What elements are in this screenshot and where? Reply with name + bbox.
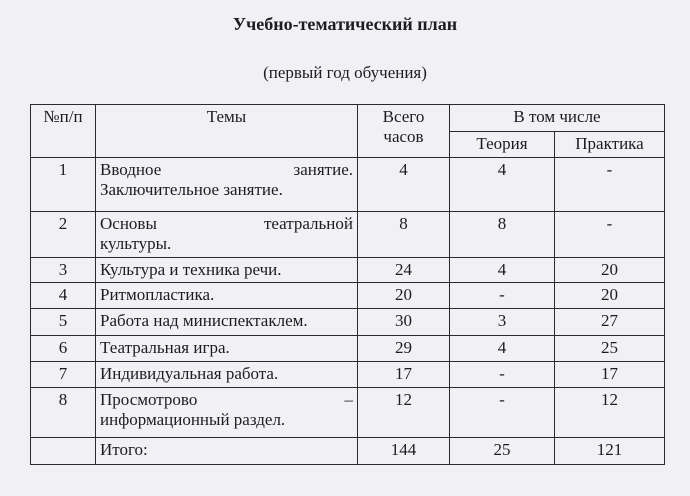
- header-practice: Практика: [555, 132, 665, 158]
- total-hours: 144: [358, 438, 450, 465]
- row-num: 3: [31, 258, 96, 283]
- row-topic-part: Вводное: [100, 160, 162, 179]
- table-total-row: [31, 438, 665, 465]
- row-theory: -: [450, 362, 555, 388]
- header-total-line1: Всего: [382, 107, 425, 126]
- row-practice: -: [555, 212, 665, 258]
- header-num: №п/п: [31, 105, 96, 158]
- row-theory: 8: [450, 212, 555, 258]
- row-topic-part: занятие.: [293, 160, 353, 179]
- row-topic-part: информационный раздел.: [100, 410, 286, 429]
- row-total: 30: [358, 309, 450, 336]
- row-num: 8: [31, 388, 96, 438]
- row-num: 2: [31, 212, 96, 258]
- row-theory: 4: [450, 258, 555, 283]
- document-title: Учебно-тематический план: [232, 14, 458, 34]
- row-topic-part: –: [344, 390, 353, 409]
- row-theory: 4: [450, 336, 555, 362]
- table-row: [31, 283, 665, 309]
- table-row: [31, 212, 665, 258]
- row-practice: 12: [555, 388, 665, 438]
- row-total: 24: [358, 258, 450, 283]
- total-practice: 121: [555, 438, 665, 465]
- row-practice: 20: [555, 258, 665, 283]
- row-num: 4: [31, 283, 96, 309]
- row-topic: [96, 158, 358, 212]
- row-total: 17: [358, 362, 450, 388]
- row-practice: 27: [555, 309, 665, 336]
- row-total: 8: [358, 212, 450, 258]
- row-num: 7: [31, 362, 96, 388]
- row-topic: [96, 388, 358, 438]
- row-topic-part: Просмотрово: [100, 390, 198, 409]
- row-topic-part: Основы: [100, 214, 157, 233]
- row-topic-part: Заключительное занятие.: [100, 180, 283, 199]
- row-num: [31, 438, 96, 465]
- row-theory: -: [450, 283, 555, 309]
- row-total: 12: [358, 388, 450, 438]
- row-total: 29: [358, 336, 450, 362]
- table-row: [31, 158, 665, 212]
- row-total: 4: [358, 158, 450, 212]
- row-topic: Работа над миниспектаклем.: [96, 309, 358, 336]
- header-including: В том числе: [450, 105, 665, 132]
- row-theory: -: [450, 388, 555, 438]
- total-theory: 25: [450, 438, 555, 465]
- header-theory: Теория: [450, 132, 555, 158]
- row-num: 6: [31, 336, 96, 362]
- curriculum-table: [30, 104, 665, 465]
- total-label: Итого:: [96, 438, 358, 465]
- row-topic: [96, 212, 358, 258]
- document-subtitle: (первый год обучения): [263, 63, 427, 82]
- table-row: [31, 258, 665, 283]
- header-topic: Темы: [96, 105, 358, 158]
- header-total: [358, 105, 450, 158]
- table-row: [31, 336, 665, 362]
- row-practice: 17: [555, 362, 665, 388]
- row-topic-part: культуры.: [100, 234, 172, 253]
- row-topic-part: театральной: [263, 214, 353, 233]
- table-header-row-1: [31, 105, 665, 132]
- table-row: [31, 309, 665, 336]
- header-total-line2: часов: [383, 127, 424, 146]
- row-num: 5: [31, 309, 96, 336]
- row-practice: 25: [555, 336, 665, 362]
- row-num: 1: [31, 158, 96, 212]
- table-row: [31, 388, 665, 438]
- row-topic: Ритмопластика.: [96, 283, 358, 309]
- table-row: [31, 362, 665, 388]
- row-practice: -: [555, 158, 665, 212]
- row-practice: 20: [555, 283, 665, 309]
- row-topic: Индивидуальная работа.: [96, 362, 358, 388]
- row-total: 20: [358, 283, 450, 309]
- row-topic: Театральная игра.: [96, 336, 358, 362]
- row-theory: 3: [450, 309, 555, 336]
- row-theory: 4: [450, 158, 555, 212]
- row-topic: Культура и техника речи.: [96, 258, 358, 283]
